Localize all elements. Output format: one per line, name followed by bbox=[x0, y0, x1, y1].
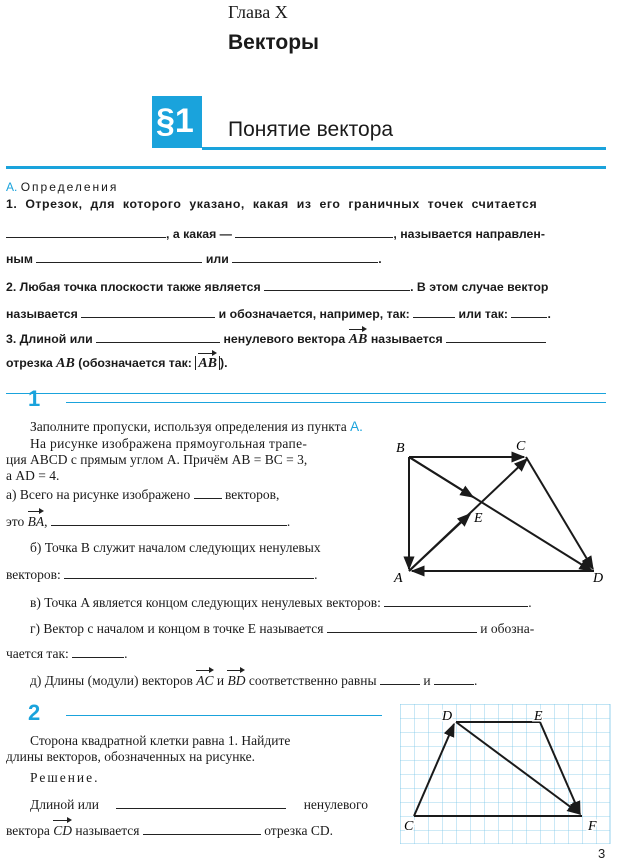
section-title: Понятие вектора bbox=[228, 118, 394, 141]
def2-text-c: называется bbox=[6, 307, 78, 321]
task1-qa-text3: это bbox=[6, 514, 25, 529]
def2-line1 bbox=[6, 278, 548, 294]
def1-line2 bbox=[6, 225, 545, 241]
task1-qd-text2: и обозна- bbox=[480, 621, 535, 636]
task2-s2-text3: отрезка CD. bbox=[264, 823, 333, 838]
task1-qc-text1: в) Точка A является концом следующих ненулевых векторов: bbox=[30, 595, 381, 610]
blank[interactable] bbox=[235, 225, 393, 238]
task1-q-b-2: векторов: . bbox=[6, 567, 318, 582]
def2-text-b: . В этом случае вектор bbox=[410, 280, 549, 294]
task1-q-d-2: чается так: . bbox=[6, 646, 128, 661]
vector-cd: CD bbox=[53, 823, 73, 838]
task1-intro bbox=[30, 419, 363, 435]
grid-label-c: C bbox=[404, 819, 414, 834]
segment-ab: AB bbox=[56, 356, 75, 371]
vector-b-to-e bbox=[409, 457, 473, 497]
definitions-top-rule bbox=[6, 166, 606, 169]
chapter-label: Глава X bbox=[228, 2, 288, 22]
task2-s2-text1: вектора bbox=[6, 823, 50, 838]
point-label-d: D bbox=[593, 571, 604, 586]
task1-qe-and: и bbox=[216, 673, 225, 688]
trapezoid-figure bbox=[390, 438, 610, 588]
grid-figure bbox=[400, 704, 612, 844]
blank[interactable] bbox=[81, 305, 215, 318]
point-label-c: C bbox=[516, 439, 526, 454]
def1-text-c: , называется направлен- bbox=[393, 227, 545, 241]
task1-qa-text1: а) Всего на рисунке изображено bbox=[6, 487, 191, 502]
def1-text-e: или bbox=[205, 252, 229, 266]
task1-q-a bbox=[6, 486, 279, 503]
task1-q-c: в) Точка A является концом следующих ненулевых векторов: . bbox=[30, 595, 532, 610]
task1-q-b: б) Точка B служит началом следующих ненулевых bbox=[30, 540, 321, 555]
task2-s1-text1: Длиной или bbox=[30, 797, 99, 812]
vector-ac: AC bbox=[196, 673, 214, 688]
task1-q-d bbox=[30, 620, 534, 637]
definitions-heading-text: Определения bbox=[20, 180, 119, 194]
task1-qa-text4: , bbox=[44, 514, 48, 529]
task1-number: 1 bbox=[28, 386, 41, 411]
task2-condition-1: Сторона квадратной клетки равна 1. Найдите bbox=[30, 733, 291, 748]
def1-line3: ным или . bbox=[6, 252, 382, 266]
def3-text-c: называется bbox=[370, 332, 443, 346]
point-label-e: E bbox=[474, 511, 483, 526]
vector-ba: BA bbox=[27, 514, 45, 529]
def3-line2 bbox=[6, 356, 228, 372]
point-label-a: A bbox=[394, 571, 403, 586]
vector-ab: AB bbox=[348, 332, 368, 347]
blank[interactable] bbox=[511, 305, 547, 318]
def2-text-d: и обозначается, например, так: bbox=[218, 307, 410, 321]
task1-qd-text1: г) Вектор с началом и концом в точке E называется bbox=[30, 621, 324, 636]
blank[interactable] bbox=[434, 672, 474, 685]
blank[interactable] bbox=[194, 486, 222, 499]
blank[interactable] bbox=[51, 513, 287, 526]
section-badge-text: §1 bbox=[156, 102, 194, 140]
def1-text-b: , а какая — bbox=[166, 227, 232, 241]
grid-label-e: E bbox=[534, 709, 543, 724]
vector-c-to-d bbox=[526, 457, 593, 569]
vector-a-to-e bbox=[409, 514, 470, 571]
def2-text-a: 2. Любая точка плоскости также является bbox=[6, 280, 261, 294]
task2-solution-label: Решение. bbox=[30, 770, 100, 785]
blank[interactable] bbox=[327, 620, 477, 633]
task1-rule bbox=[66, 402, 606, 403]
section-rule bbox=[202, 147, 606, 150]
vector-bd: BD bbox=[227, 673, 246, 688]
def3-text-f: ). bbox=[220, 356, 228, 370]
blank[interactable] bbox=[6, 225, 166, 238]
task2-solution-2 bbox=[6, 822, 333, 839]
page-number: 3 bbox=[598, 846, 606, 861]
def3-text-d: отрезка bbox=[6, 356, 53, 370]
blank[interactable] bbox=[72, 645, 124, 658]
blank[interactable] bbox=[384, 594, 528, 607]
def3-text-a: 3. Длиной или bbox=[6, 332, 93, 346]
point-label-b: B bbox=[396, 441, 405, 456]
definitions-bottom-rule bbox=[6, 393, 606, 394]
blank[interactable] bbox=[413, 305, 455, 318]
task2-s2-text2: называется bbox=[75, 823, 140, 838]
task1-condition-1: На рисунке изображена прямоугольная трапе- bbox=[30, 436, 308, 451]
task1-qe-text2: соответственно равны bbox=[248, 673, 377, 688]
task1-qd-text3: чается так: bbox=[6, 646, 69, 661]
blank[interactable] bbox=[380, 672, 420, 685]
blank[interactable] bbox=[446, 330, 546, 343]
blank[interactable] bbox=[96, 330, 220, 343]
task2-solution-1 bbox=[30, 796, 368, 813]
definitions-heading bbox=[6, 180, 118, 194]
blank[interactable] bbox=[264, 278, 410, 291]
blank[interactable] bbox=[143, 822, 261, 835]
task2-condition-2: длины векторов, обозначенных на рисунке. bbox=[6, 749, 256, 764]
task2-number: 2 bbox=[28, 700, 41, 725]
task2-s1-text2: ненулевого bbox=[303, 797, 368, 812]
task1-qe-text3: и bbox=[423, 673, 431, 688]
task1-qe-text1: д) Длины (модули) векторов bbox=[30, 673, 193, 688]
blank[interactable] bbox=[36, 250, 202, 263]
blank[interactable] bbox=[116, 796, 286, 809]
task1-qb-text2: векторов: bbox=[6, 567, 61, 582]
task1-qa-text2: векторов, bbox=[225, 487, 280, 502]
definitions-letter: А. bbox=[6, 180, 18, 194]
def1-line1: 1. Отрезок, для которого указано, какая из его граничных точек считается bbox=[6, 197, 538, 211]
def3-line1 bbox=[6, 330, 546, 348]
abs-ab bbox=[195, 356, 220, 370]
task1-intro-text: Заполните пропуски, используя определения из пункта bbox=[30, 419, 347, 434]
task1-condition-3: а AD = 4. bbox=[6, 468, 60, 483]
def3-text-b: ненулевого вектора bbox=[223, 332, 346, 346]
def3-text-e: (обозначается так: bbox=[78, 356, 192, 370]
chapter-title: Векторы bbox=[228, 31, 319, 54]
grid-label-f: F bbox=[588, 819, 597, 834]
grid-label-d: D bbox=[442, 709, 453, 724]
def2-line2: называется и обозначается, например, так: или так: . bbox=[6, 307, 551, 321]
task1-q-a-2: это BA, . bbox=[6, 514, 291, 529]
task2-rule bbox=[66, 715, 382, 716]
blank[interactable] bbox=[232, 250, 378, 263]
section-badge bbox=[152, 96, 202, 148]
def1-text-d: ным bbox=[6, 252, 34, 266]
task1-intro-ref: А. bbox=[350, 419, 363, 434]
task1-condition-2: ция ABCD с прямым углом A. Причём AB = BC = 3, bbox=[6, 452, 308, 467]
task1-q-e: д) Длины (модули) векторов AC и BD соответственно равны и . bbox=[30, 673, 478, 688]
def2-text-e: или так: bbox=[458, 307, 509, 321]
abs-ab-vector: AB bbox=[198, 356, 218, 371]
blank[interactable] bbox=[64, 566, 314, 579]
